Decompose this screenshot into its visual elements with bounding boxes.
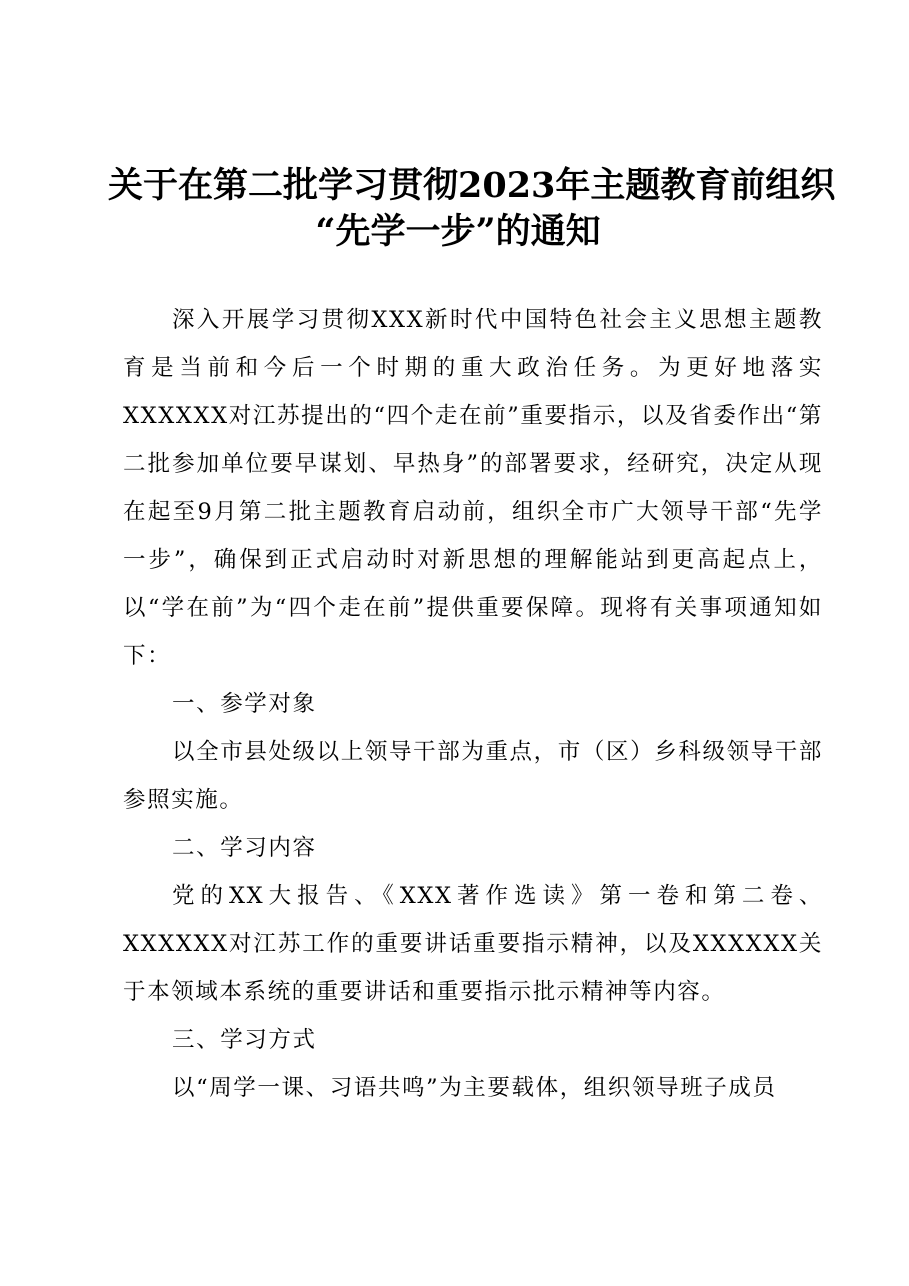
intro-paragraph: 深入开展学习贯彻XXX新时代中国特色社会主义思想主题教育是当前和今后一个时期的重大政治任务。为更好地落实XXXXXX对江苏提出的“四个走在前”重要指示，以及省委作出“第二批参加单位要早谋划、早热身”的部署要求，经研究，决定从现在起至9月第二批主题教育启动前，组织全市广大领导干部“先学一步”，确保到正式启动时对新思想的理解能站到更高起点上，以“学在前”为“四个走在前”提供重要保障。现将有关事项通知如下：	[123, 307, 823, 669]
section-heading-content: 二、学习内容	[172, 835, 317, 861]
section-text-method: 以“周学一课、习语共鸣”为主要载体，组织领导班子成员	[172, 1075, 777, 1101]
document-title-line-2: “先学一步”的通知	[315, 211, 601, 252]
document-title-line-1: 关于在第二批学习贯彻2023年主题教育前组织	[108, 165, 836, 206]
section-text-content: 党的XX大报告、《XXX著作选读》第一卷和第二卷、XXXXXX对江苏工作的重要讲话重要指示精神，以及XXXXXX关于本领域本系统的重要讲话和重要指示批示精神等内容。	[123, 883, 823, 1005]
section-text-participants: 以全市县处级以上领导干部为重点，市（区）乡科级领导干部参照实施。	[123, 739, 823, 813]
section-heading-method: 三、学习方式	[172, 1027, 317, 1053]
document-body	[123, 296, 823, 1112]
section-heading-participants: 一、参学对象	[172, 691, 317, 717]
